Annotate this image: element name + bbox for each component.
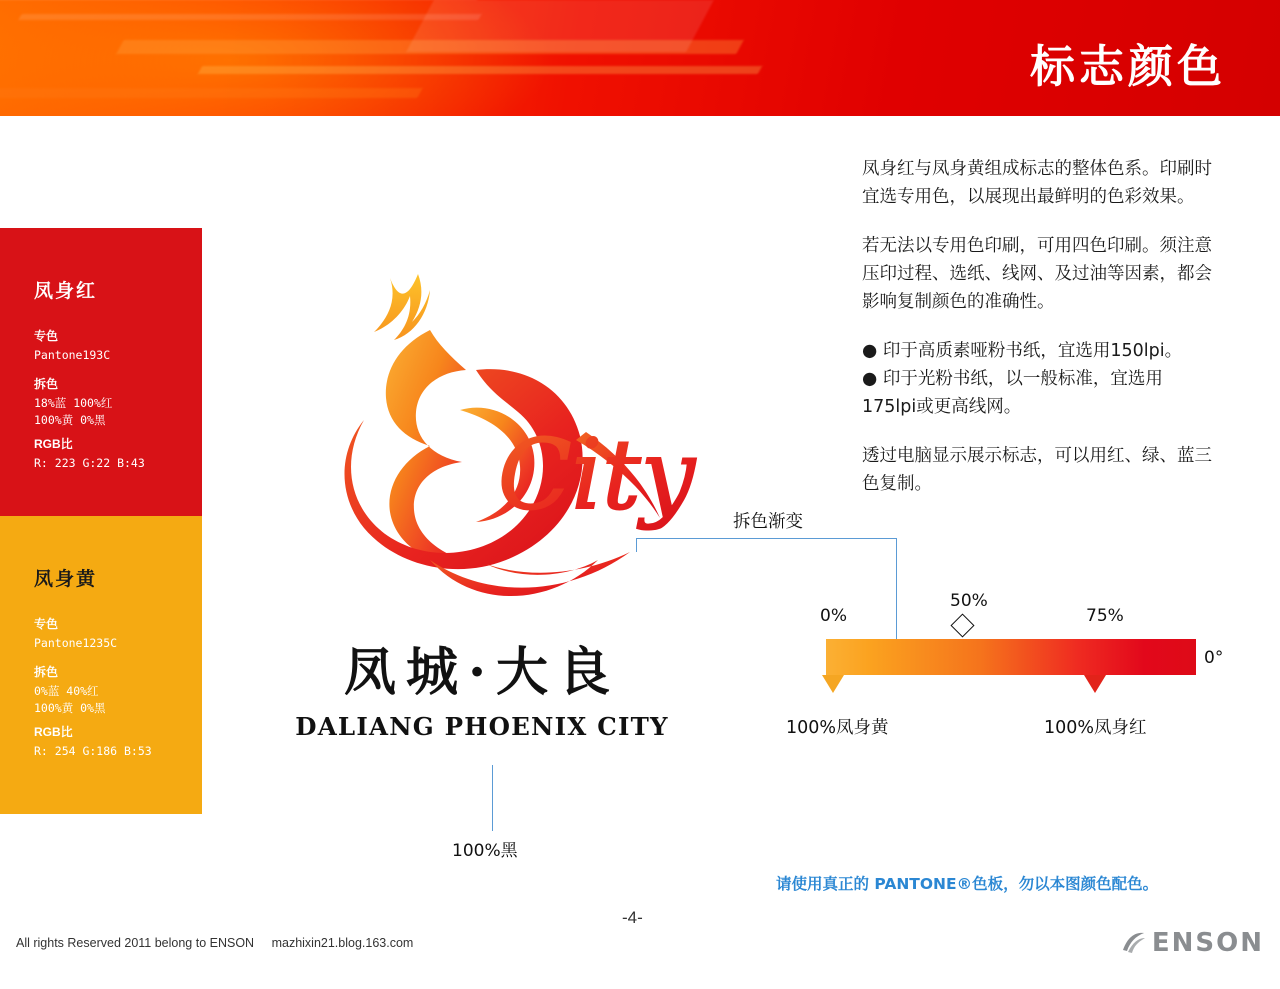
footer-credits xyxy=(16,936,413,950)
swatch-spot-label: 专色 xyxy=(34,329,59,343)
black-callout-line xyxy=(492,765,493,831)
swatch-name: 凤身红 xyxy=(34,281,98,302)
gradient-leader-tick-left xyxy=(636,538,637,552)
swatch-spot-label: 专色 xyxy=(34,617,59,631)
color-swatch-yellow xyxy=(0,516,202,814)
gradient-title: 拆色渐变 xyxy=(733,512,803,532)
paragraph-1: 凤身红与凤身黄组成标志的整体色系。印刷时宜选专用色，以展现出最鲜明的色彩效果。 xyxy=(862,159,1212,208)
swatch-rgb-label: RGB比 xyxy=(34,725,73,739)
swatch-rgb-value: R: 254 G:186 B:53 xyxy=(34,744,152,759)
swatch-breakdown xyxy=(34,376,112,429)
swatch-rgb-value: R: 223 G:22 B:43 xyxy=(34,456,145,471)
logo-lockup xyxy=(260,250,710,810)
header-streak xyxy=(0,88,423,98)
paragraph-2: 若无法以专用色印刷，可用四色印刷。须注意压印过程、选纸、线网、及过油等因素，都会影响复制颜色的准确性。 xyxy=(862,235,1212,313)
swatch-name: 凤身黄 xyxy=(34,569,98,590)
gradient-stop-yellow-marker xyxy=(822,675,844,693)
swatch-spot-color xyxy=(34,616,117,652)
page-title: 标志颜色 xyxy=(1029,40,1226,93)
black-callout-label: 100%黑 xyxy=(452,841,518,861)
swatch-spot-color xyxy=(34,328,110,364)
header-streak xyxy=(406,0,714,52)
swatch-breakdown xyxy=(34,664,105,717)
gradient-tick-75: 75% xyxy=(1086,606,1124,626)
swatch-spot-value: Pantone1235C xyxy=(34,636,118,651)
swatch-break-label: 拆色 xyxy=(34,665,59,679)
bullet-2: ● 印于光粉书纸，以一般标准，宜选用175lpi或更高线网。 xyxy=(862,369,1163,418)
swatch-rgb-label: RGB比 xyxy=(34,437,73,451)
body-copy xyxy=(862,155,1214,518)
logo-chinese-name: 凤城·大良 xyxy=(343,642,621,703)
swatch-break-label: 拆色 xyxy=(34,377,59,391)
swatch-break-line1: 0%蓝 40%红 xyxy=(34,684,99,699)
gradient-tick-0: 0% xyxy=(820,606,847,626)
logo-english-name: DALIANG PHOENIX CITY xyxy=(295,712,669,741)
footer-blog-url: mazhixin21.blog.163.com xyxy=(271,936,414,950)
gradient-stop-yellow-label: 100%凤身黄 xyxy=(786,718,889,738)
phoenix-logo-icon xyxy=(280,260,700,620)
gradient-midpoint-marker xyxy=(950,613,974,637)
swatch-break-line2: 100%黄 0%黑 xyxy=(34,413,106,428)
gradient-angle-label: 0° xyxy=(1204,648,1224,668)
swatch-break-line2: 100%黄 0%黑 xyxy=(34,701,106,716)
page-header xyxy=(0,0,1280,116)
header-streak xyxy=(198,66,762,74)
enson-wordmark: ENSON xyxy=(1151,928,1264,958)
svg-text:City: City xyxy=(498,419,695,531)
swatch-rgb xyxy=(34,436,145,472)
pantone-note: 请使用真正的 PANTONE®色板，勿以本图颜色配色。 xyxy=(776,875,1159,893)
footer-rights: All rights Reserved 2011 belong to ENSON xyxy=(16,936,255,950)
gradient-leader-tick-right xyxy=(896,538,897,639)
header-streak xyxy=(18,14,481,20)
paragraph-3: 透过电脑显示展示标志，可以用红、绿、蓝三色复制。 xyxy=(862,445,1212,495)
bullet-1: ● 印于高质素哑粉书纸，宜选用150lpi。 xyxy=(862,340,1183,361)
gradient-bar xyxy=(826,639,1196,675)
gradient-leader-line xyxy=(636,538,896,539)
color-swatch-red xyxy=(0,228,202,516)
gradient-tick-50: 50% xyxy=(950,591,988,611)
swatch-rgb xyxy=(34,724,152,760)
swatch-spot-value: Pantone193C xyxy=(34,348,111,363)
enson-mark-icon xyxy=(1120,930,1146,956)
gradient-stop-red-marker xyxy=(1084,675,1106,693)
gradient-stop-red-label: 100%凤身红 xyxy=(1044,718,1147,738)
swatch-break-line1: 18%蓝 100%红 xyxy=(34,396,113,411)
page-number: -4- xyxy=(622,908,643,927)
enson-logo xyxy=(1120,928,1264,958)
